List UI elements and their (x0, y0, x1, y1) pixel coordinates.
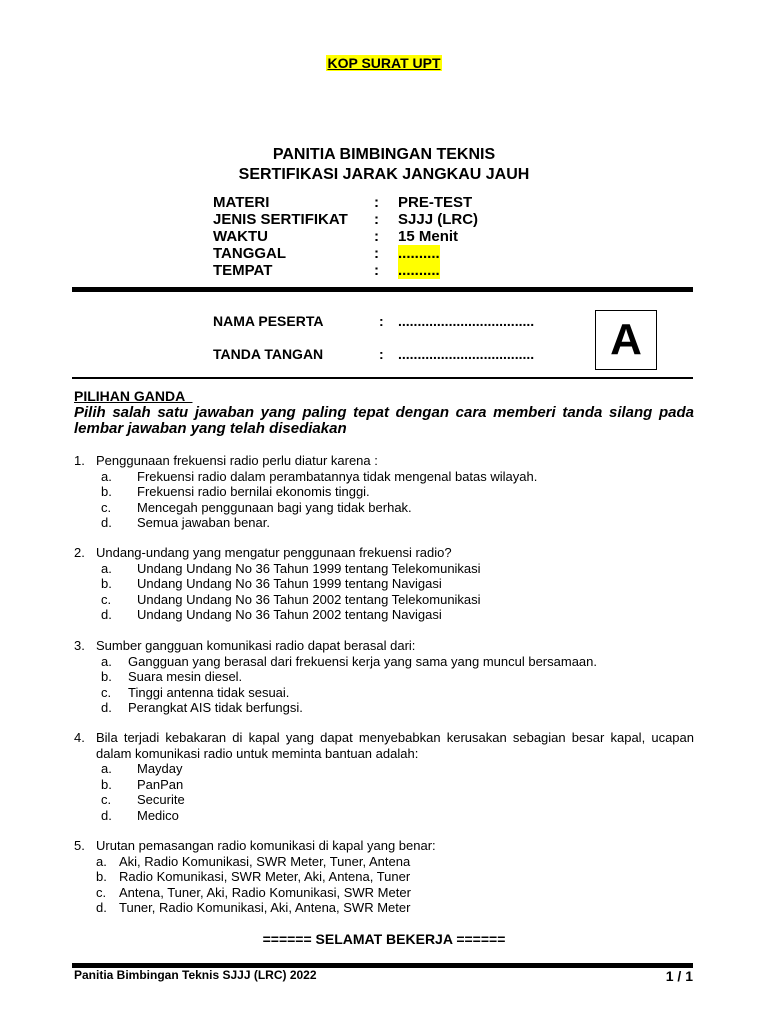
option-letter: d. (101, 515, 112, 530)
option-letter: a. (101, 653, 112, 669)
info-row-materi (213, 194, 513, 211)
option-text: PanPan (137, 776, 184, 792)
info-row-tempat (213, 262, 513, 279)
option-text: Medico (137, 807, 179, 823)
question-number: 5. (74, 838, 85, 853)
option-letter: d. (101, 700, 112, 715)
option-text: Radio Komunikasi, SWR Meter, Aki, Antena, Tuner (119, 869, 411, 884)
option-item[interactable] (74, 854, 694, 870)
info-row-waktu (213, 228, 513, 245)
option-letter: c. (96, 884, 107, 900)
option-item[interactable] (74, 500, 694, 516)
option-letter: c. (101, 591, 112, 607)
option-letter: c. (101, 499, 112, 515)
info-value: 15 Menit (398, 228, 459, 245)
option-item[interactable] (74, 607, 694, 623)
question-number: 1. (74, 453, 85, 468)
option-item[interactable] (74, 792, 694, 808)
option-letter: b. (101, 484, 112, 499)
option-item[interactable] (74, 576, 694, 592)
option-text: Perangkat AIS tidak berfungsi. (128, 700, 303, 715)
info-value: SJJJ (LRC) (398, 211, 479, 228)
participant-name-row (213, 313, 535, 329)
info-value: PRE-TEST (398, 194, 473, 211)
question-text: Bila terjadi kebakaran di kapal yang dapat menyebabkan kerusakan sebagian besar kapal, ucapan dalam komunikasi radio untuk meminta bantuan adalah: (96, 730, 694, 761)
option-item[interactable] (74, 761, 694, 777)
option-text: Tuner, Radio Komunikasi, Aki, Antena, SWR Meter (119, 900, 411, 915)
option-item[interactable] (74, 484, 694, 500)
option-item[interactable] (74, 808, 694, 824)
option-text: Undang Undang No 36 Tahun 2002 tentang Telekomunikasi (137, 591, 481, 607)
option-text: Aki, Radio Komunikasi, SWR Meter, Tuner, Antena (119, 853, 411, 869)
info-colon: : (374, 245, 379, 262)
question-number: 3. (74, 638, 85, 653)
info-value-placeholder: .......... (398, 245, 440, 262)
option-item[interactable] (74, 669, 694, 685)
document-title-line1: PANITIA BIMBINGAN TEKNIS (272, 146, 496, 163)
signature-label: TANDA TANGAN (213, 346, 324, 362)
signature-field[interactable]: ................................... (398, 346, 535, 362)
option-letter: b. (101, 669, 112, 684)
option-text: Frekuensi radio dalam perambatannya tidak mengenal batas wilayah. (137, 468, 538, 484)
option-letter: d. (101, 807, 112, 823)
closing-message: ====== SELAMAT BEKERJA ====== (262, 931, 506, 947)
footer-organizer: Panitia Bimbingan Teknis SJJJ (LRC) 2022 (74, 968, 317, 982)
option-list (74, 854, 694, 916)
info-colon: : (374, 228, 379, 245)
option-item[interactable] (74, 561, 694, 577)
option-text: Undang Undang No 36 Tahun 1999 tentang Telekomunikasi (137, 560, 481, 576)
option-letter: d. (101, 607, 112, 622)
option-text: Mencegah penggunaan bagi yang tidak berhak. (137, 499, 412, 515)
option-list (74, 469, 694, 531)
option-item[interactable] (74, 654, 694, 670)
option-item[interactable] (74, 869, 694, 885)
section-instruction: Pilih salah satu jawaban yang paling tepat dengan cara memberi tanda silang pada lembar jawaban yang telah disediakan (74, 404, 694, 437)
option-letter: b. (96, 869, 107, 884)
option-item[interactable] (74, 885, 694, 901)
question-number: 4. (74, 730, 85, 745)
info-label: JENIS SERTIFIKAT (213, 211, 348, 228)
option-text: Suara mesin diesel. (128, 669, 243, 684)
question-number: 2. (74, 545, 85, 560)
info-row-jenis-sertifikat (213, 211, 513, 228)
option-item[interactable] (74, 900, 694, 916)
option-item[interactable] (74, 592, 694, 608)
option-list (74, 761, 694, 823)
option-text: Tinggi antenna tidak sesuai. (128, 684, 290, 700)
info-colon: : (374, 211, 379, 228)
option-text: Frekuensi radio bernilai ekonomis tinggi. (137, 484, 370, 499)
option-letter: a. (101, 468, 112, 484)
option-letter: c. (101, 684, 112, 700)
option-letter: c. (101, 792, 112, 807)
participant-name-label: NAMA PESERTA (213, 313, 324, 329)
question-text: Undang-undang yang mengatur penggunaan frekuensi radio? (96, 545, 452, 560)
section-heading: PILIHAN GANDA (74, 388, 193, 404)
option-letter: b. (101, 776, 112, 792)
option-text: Antena, Tuner, Aki, Radio Komunikasi, SWR Meter (119, 884, 411, 900)
option-list (74, 561, 694, 623)
option-item[interactable] (74, 685, 694, 701)
option-text: Mayday (137, 761, 183, 776)
option-letter: a. (101, 560, 112, 576)
question-4 (74, 730, 694, 823)
option-text: Securite (137, 792, 185, 807)
option-text: Semua jawaban benar. (137, 515, 270, 530)
exam-version-box: A (595, 310, 657, 370)
option-letter: d. (96, 900, 107, 915)
option-letter: b. (101, 576, 112, 591)
exam-info-block (213, 194, 513, 279)
option-text: Undang Undang No 36 Tahun 2002 tentang Navigasi (137, 607, 442, 622)
participant-name-colon: : (379, 313, 384, 329)
signature-colon: : (379, 346, 384, 362)
option-item[interactable] (74, 469, 694, 485)
option-text: Undang Undang No 36 Tahun 1999 tentang Navigasi (137, 576, 442, 591)
question-2 (74, 545, 694, 623)
question-text: Urutan pemasangan radio komunikasi di kapal yang benar: (96, 838, 436, 853)
info-colon: : (374, 194, 379, 211)
info-value-placeholder: .......... (398, 262, 440, 279)
option-list (74, 654, 694, 716)
question-3 (74, 638, 694, 716)
question-1 (74, 453, 694, 531)
info-label: TEMPAT (213, 262, 273, 279)
info-row-tanggal (213, 245, 513, 262)
question-5 (74, 838, 694, 916)
info-label: WAKTU (213, 228, 268, 245)
info-label: TANGGAL (213, 245, 287, 262)
participant-name-field[interactable]: ................................... (398, 313, 535, 329)
divider-thick (72, 287, 693, 292)
option-item[interactable] (74, 700, 694, 716)
letterhead-placeholder (0, 55, 768, 73)
option-item[interactable] (74, 777, 694, 793)
page-number: 1 / 1 (665, 968, 693, 984)
letterhead-text: KOP SURAT UPT (327, 55, 441, 71)
option-text: Gangguan yang berasal dari frekuensi kerja yang sama yang muncul bersamaan. (128, 653, 597, 669)
info-label: MATERI (213, 194, 270, 211)
divider-thin (72, 377, 693, 379)
question-text: Sumber gangguan komunikasi radio dapat berasal dari: (96, 638, 416, 653)
option-letter: a. (96, 853, 107, 869)
question-text: Penggunaan frekuensi radio perlu diatur karena : (96, 453, 378, 468)
info-colon: : (374, 262, 379, 279)
option-item[interactable] (74, 515, 694, 531)
signature-row (213, 346, 535, 362)
option-letter: a. (101, 761, 112, 776)
document-title-line2: SERTIFIKASI JARAK JANGKAU JAUH (238, 166, 530, 183)
